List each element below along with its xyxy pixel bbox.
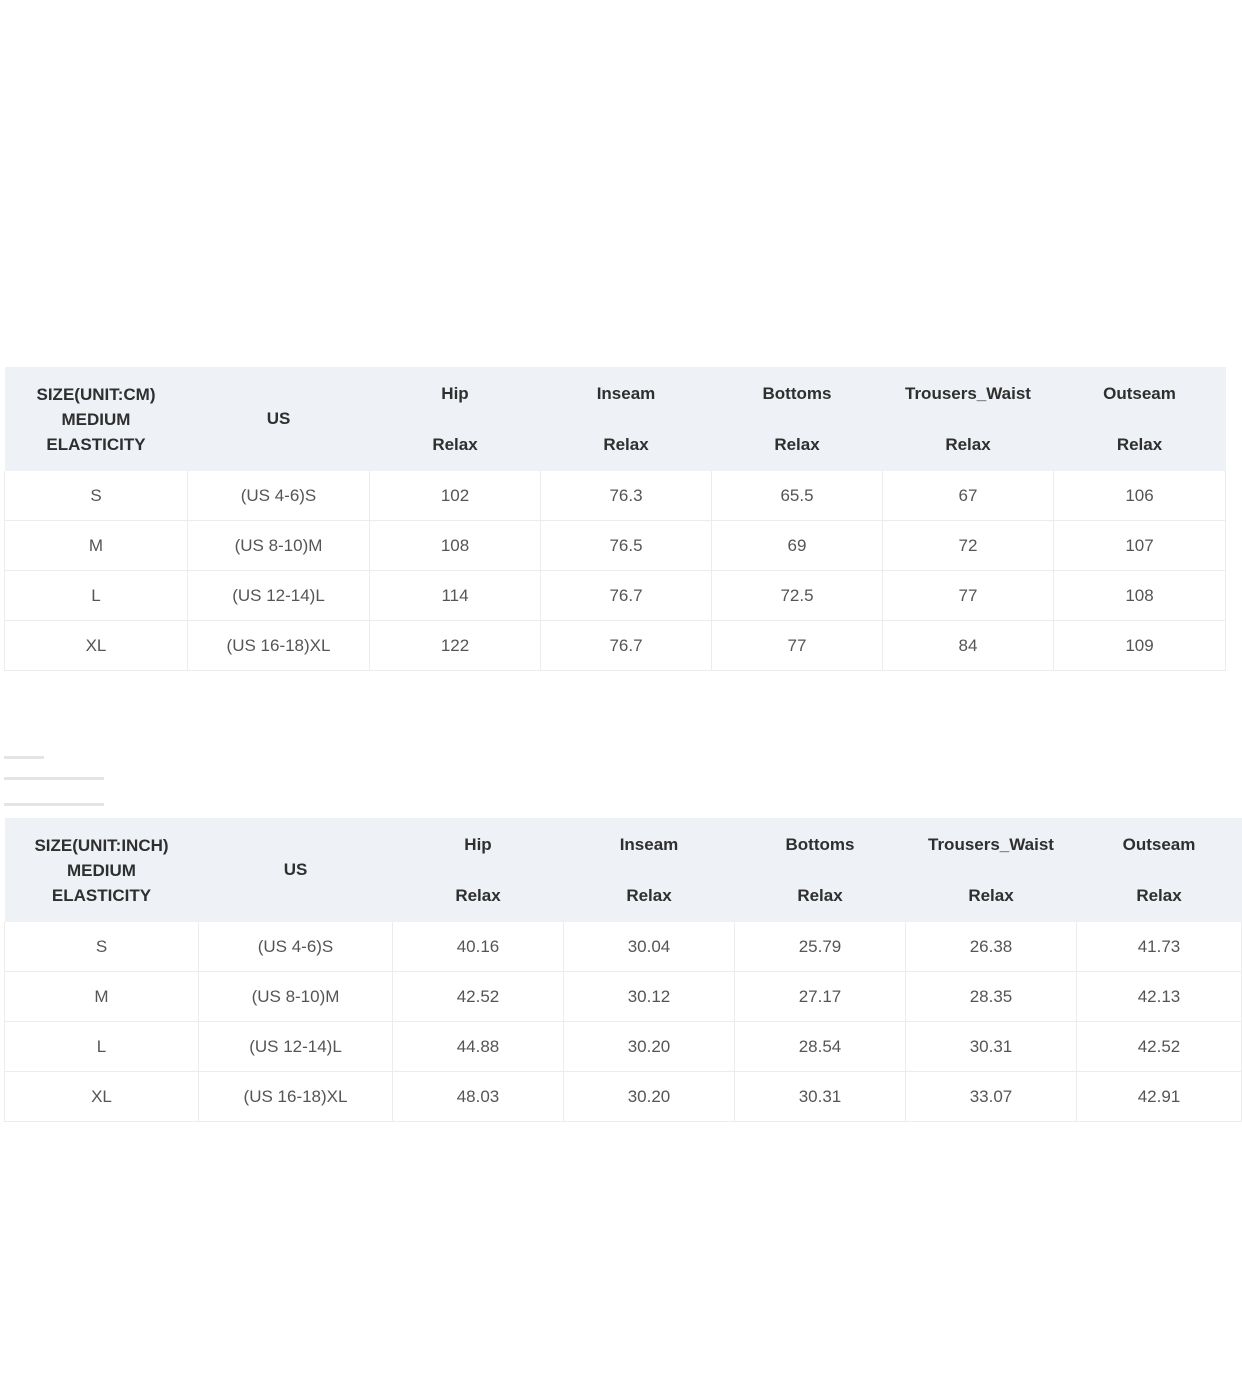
inseam-cell: 30.12 [564,972,735,1022]
outseam-cell: 107 [1054,521,1226,571]
inseam-header [541,367,712,471]
us-header [199,818,393,922]
trousers-waist-cell: 28.35 [906,972,1077,1022]
inseam-cell: 76.7 [541,571,712,621]
bottoms-cell: 72.5 [712,571,883,621]
hip-header [370,367,541,471]
trousers-waist-cell: 84 [883,621,1054,671]
hip-cell: 102 [370,471,541,521]
table-row [5,922,1242,972]
measure-type: Relax [774,435,820,454]
hip-cell: 122 [370,621,541,671]
us-header [188,367,370,471]
us-size-cell: (US 4-6)S [188,471,370,521]
us-size-cell: (US 12-14)L [188,571,370,621]
bottoms-header [712,367,883,471]
measure-type: Relax [945,435,991,454]
size-cell: L [5,571,188,621]
outseam-cell: 106 [1054,471,1226,521]
inseam-header [564,818,735,922]
table-row [5,972,1242,1022]
inseam-cell: 30.04 [564,922,735,972]
outseam-cell: 41.73 [1077,922,1242,972]
size-header-label: SIZE(UNIT:CM) MEDIUM ELASTICITY [36,384,156,454]
measure-name: Hip [441,384,469,403]
measure-name: Trousers_Waist [905,384,1031,403]
outseam-cell: 42.52 [1077,1022,1242,1072]
table-row [5,1022,1242,1072]
size-cell: M [5,972,199,1022]
hip-header [393,818,564,922]
bottoms-cell: 27.17 [735,972,906,1022]
size-cell: S [5,922,199,972]
outseam-header [1054,367,1226,471]
hip-cell: 114 [370,571,541,621]
trousers-waist-header [906,818,1077,922]
measure-type: Relax [626,886,672,905]
hip-cell: 42.52 [393,972,564,1022]
size-header-label: SIZE(UNIT:INCH) MEDIUM ELASTICITY [34,835,169,905]
size-table-cm [4,367,1226,671]
size-cell: L [5,1022,199,1072]
us-header-label: US [283,860,308,879]
header-row [5,818,1242,922]
size-cell: M [5,521,188,571]
inseam-cell: 30.20 [564,1022,735,1072]
hip-cell: 108 [370,521,541,571]
measure-name: Outseam [1122,835,1196,854]
us-size-cell: (US 4-6)S [199,922,393,972]
measure-name: Inseam [619,835,679,854]
measure-name: Outseam [1103,384,1176,403]
table-row [5,471,1226,521]
size-table-inch [4,818,1242,1122]
bottoms-cell: 77 [712,621,883,671]
us-header-label: US [266,409,291,428]
measure-name: Bottoms [785,835,855,854]
outseam-cell: 42.13 [1077,972,1242,1022]
bottoms-cell: 30.31 [735,1072,906,1122]
hip-cell: 48.03 [393,1072,564,1122]
hip-cell: 44.88 [393,1022,564,1072]
table-row [5,521,1226,571]
table-row [5,621,1226,671]
measure-type: Relax [797,886,843,905]
measure-type: Relax [1136,886,1182,905]
trousers-waist-cell: 77 [883,571,1054,621]
bottoms-cell: 25.79 [735,922,906,972]
bottoms-cell: 28.54 [735,1022,906,1072]
measure-name: Inseam [596,384,656,403]
bottoms-cell: 69 [712,521,883,571]
table-row [5,571,1226,621]
divider-mark [4,803,104,806]
us-size-cell: (US 8-10)M [199,972,393,1022]
inseam-cell: 76.7 [541,621,712,671]
trousers-waist-cell: 72 [883,521,1054,571]
size-cell: XL [5,621,188,671]
us-size-cell: (US 16-18)XL [199,1072,393,1122]
measure-type: Relax [603,435,649,454]
measure-type: Relax [968,886,1014,905]
divider-mark [4,756,44,759]
size-cell: XL [5,1072,199,1122]
measure-type: Relax [1116,435,1163,454]
divider-mark [4,777,104,780]
measure-name: Hip [464,835,492,854]
us-size-cell: (US 16-18)XL [188,621,370,671]
trousers-waist-cell: 33.07 [906,1072,1077,1122]
us-size-cell: (US 8-10)M [188,521,370,571]
hip-cell: 40.16 [393,922,564,972]
outseam-cell: 109 [1054,621,1226,671]
measure-type: Relax [432,435,478,454]
size-cell: S [5,471,188,521]
table-row [5,1072,1242,1122]
measure-name: Trousers_Waist [928,835,1054,854]
trousers-waist-cell: 26.38 [906,922,1077,972]
outseam-cell: 108 [1054,571,1226,621]
size-header [5,367,188,471]
inseam-cell: 76.5 [541,521,712,571]
size-header [5,818,199,922]
trousers-waist-header [883,367,1054,471]
outseam-header [1077,818,1242,922]
trousers-waist-cell: 30.31 [906,1022,1077,1072]
inseam-cell: 76.3 [541,471,712,521]
trousers-waist-cell: 67 [883,471,1054,521]
measure-type: Relax [455,886,501,905]
measure-name: Bottoms [762,384,832,403]
header-row [5,367,1226,471]
us-size-cell: (US 12-14)L [199,1022,393,1072]
inseam-cell: 30.20 [564,1072,735,1122]
bottoms-cell: 65.5 [712,471,883,521]
outseam-cell: 42.91 [1077,1072,1242,1122]
bottoms-header [735,818,906,922]
